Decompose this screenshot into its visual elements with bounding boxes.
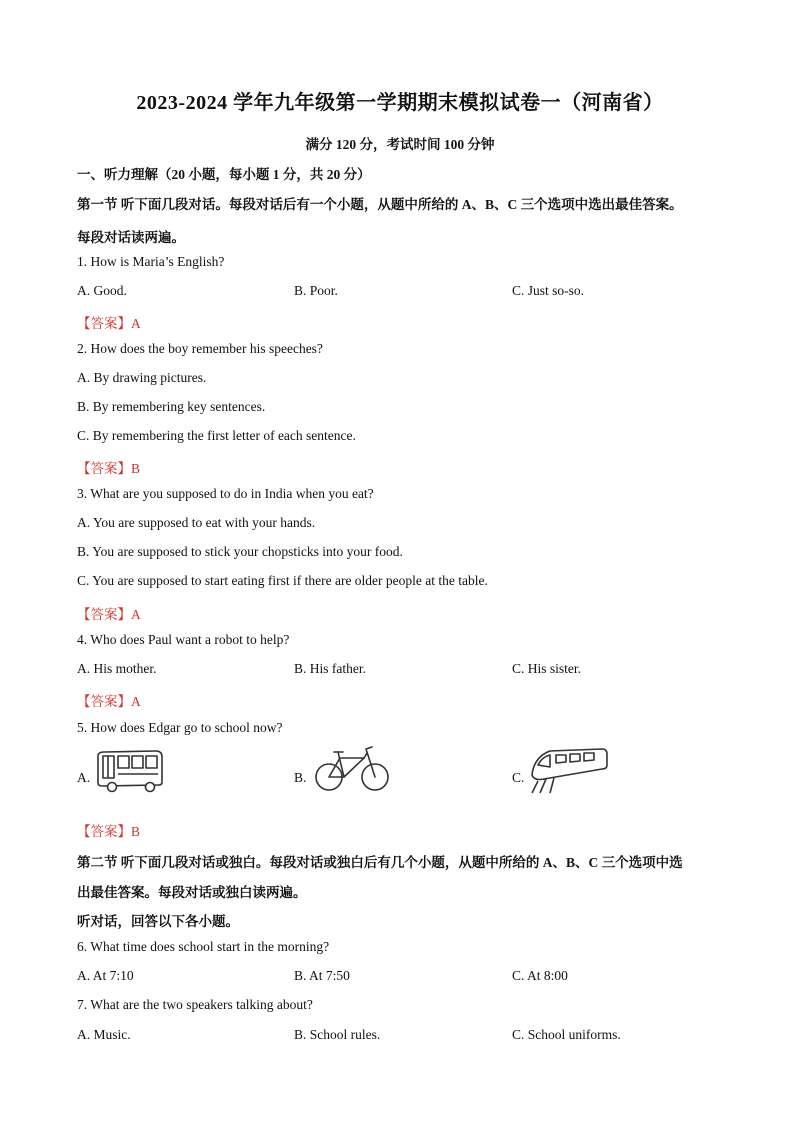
- question-4: 4. Who does Paul want a robot to help?: [77, 632, 290, 647]
- part2-sub-instruction: 听对话，回答以下各小题。: [77, 914, 239, 929]
- q4-option-a: A. His mother.: [77, 661, 157, 676]
- q1-option-c: C. Just so-so.: [512, 283, 585, 298]
- q2-option-b: B. By remembering key sentences.: [77, 399, 266, 414]
- q1-option-b: B. Poor.: [294, 283, 338, 298]
- q7-option-c: C. School uniforms.: [512, 1027, 621, 1042]
- q1-option-a: A. Good.: [77, 283, 127, 298]
- q5-option-a: A.: [77, 770, 91, 785]
- q6-option-c: C. At 8:00: [512, 968, 568, 983]
- q2-option-a: A. By drawing pictures.: [77, 370, 207, 385]
- q6-option-b: B. At 7:50: [294, 968, 350, 983]
- bus-icon: [94, 748, 166, 794]
- q3-answer: 【答案】A: [77, 607, 141, 622]
- q4-answer: 【答案】A: [77, 694, 141, 709]
- q4-option-c: C. His sister.: [512, 661, 582, 676]
- q3-option-a: A. You are supposed to eat with your hands.: [77, 515, 316, 530]
- q5-option-c: C.: [512, 770, 525, 785]
- question-3: 3. What are you supposed to do in India when you eat?: [77, 486, 374, 501]
- part2-instruction-line1: 第二节 听下面几段对话或独白。每段对话或独白后有几个小题，从题中所给的 A、B、C 三个选项中选: [77, 855, 683, 870]
- q3-option-b: B. You are supposed to stick your chopsticks into your food.: [77, 544, 403, 559]
- question-5: 5. How does Edgar go to school now?: [77, 720, 283, 735]
- question-6: 6. What time does school start in the morning?: [77, 939, 330, 954]
- part1-instruction-line1: 第一节 听下面几段对话。每段对话后有一个小题，从题中所给的 A、B、C 三个选项中选出最佳答案。: [77, 197, 683, 212]
- bicycle-icon: [312, 744, 392, 794]
- question-2: 2. How does the boy remember his speeches?: [77, 341, 323, 356]
- part1-instruction-line2: 每段对话读两遍。: [77, 230, 185, 245]
- q5-option-b: B.: [294, 770, 307, 785]
- page-subtitle: 满分 120 分，考试时间 100 分钟: [305, 137, 495, 152]
- part2-instruction-line2: 出最佳答案。每段对话或独白读两遍。: [77, 885, 307, 900]
- q2-answer: 【答案】B: [77, 461, 141, 476]
- question-7: 7. What are the two speakers talking about?: [77, 997, 313, 1012]
- page-title: 2023-2024 学年九年级第一学期期末模拟试卷一（河南省）: [136, 92, 664, 114]
- q7-option-a: A. Music.: [77, 1027, 131, 1042]
- q4-option-b: B. His father.: [294, 661, 366, 676]
- train-icon: [528, 743, 610, 795]
- section-heading: 一、听力理解（20 小题，每小题 1 分，共 20 分）: [77, 167, 371, 182]
- q5-answer: 【答案】B: [77, 824, 141, 839]
- q6-option-a: A. At 7:10: [77, 968, 134, 983]
- q3-option-c: C. You are supposed to start eating first if there are older people at the table.: [77, 573, 488, 588]
- question-1: 1. How is Maria’s English?: [77, 254, 225, 269]
- q2-option-c: C. By remembering the first letter of each sentence.: [77, 428, 356, 443]
- q1-answer: 【答案】A: [77, 316, 141, 331]
- q7-option-b: B. School rules.: [294, 1027, 381, 1042]
